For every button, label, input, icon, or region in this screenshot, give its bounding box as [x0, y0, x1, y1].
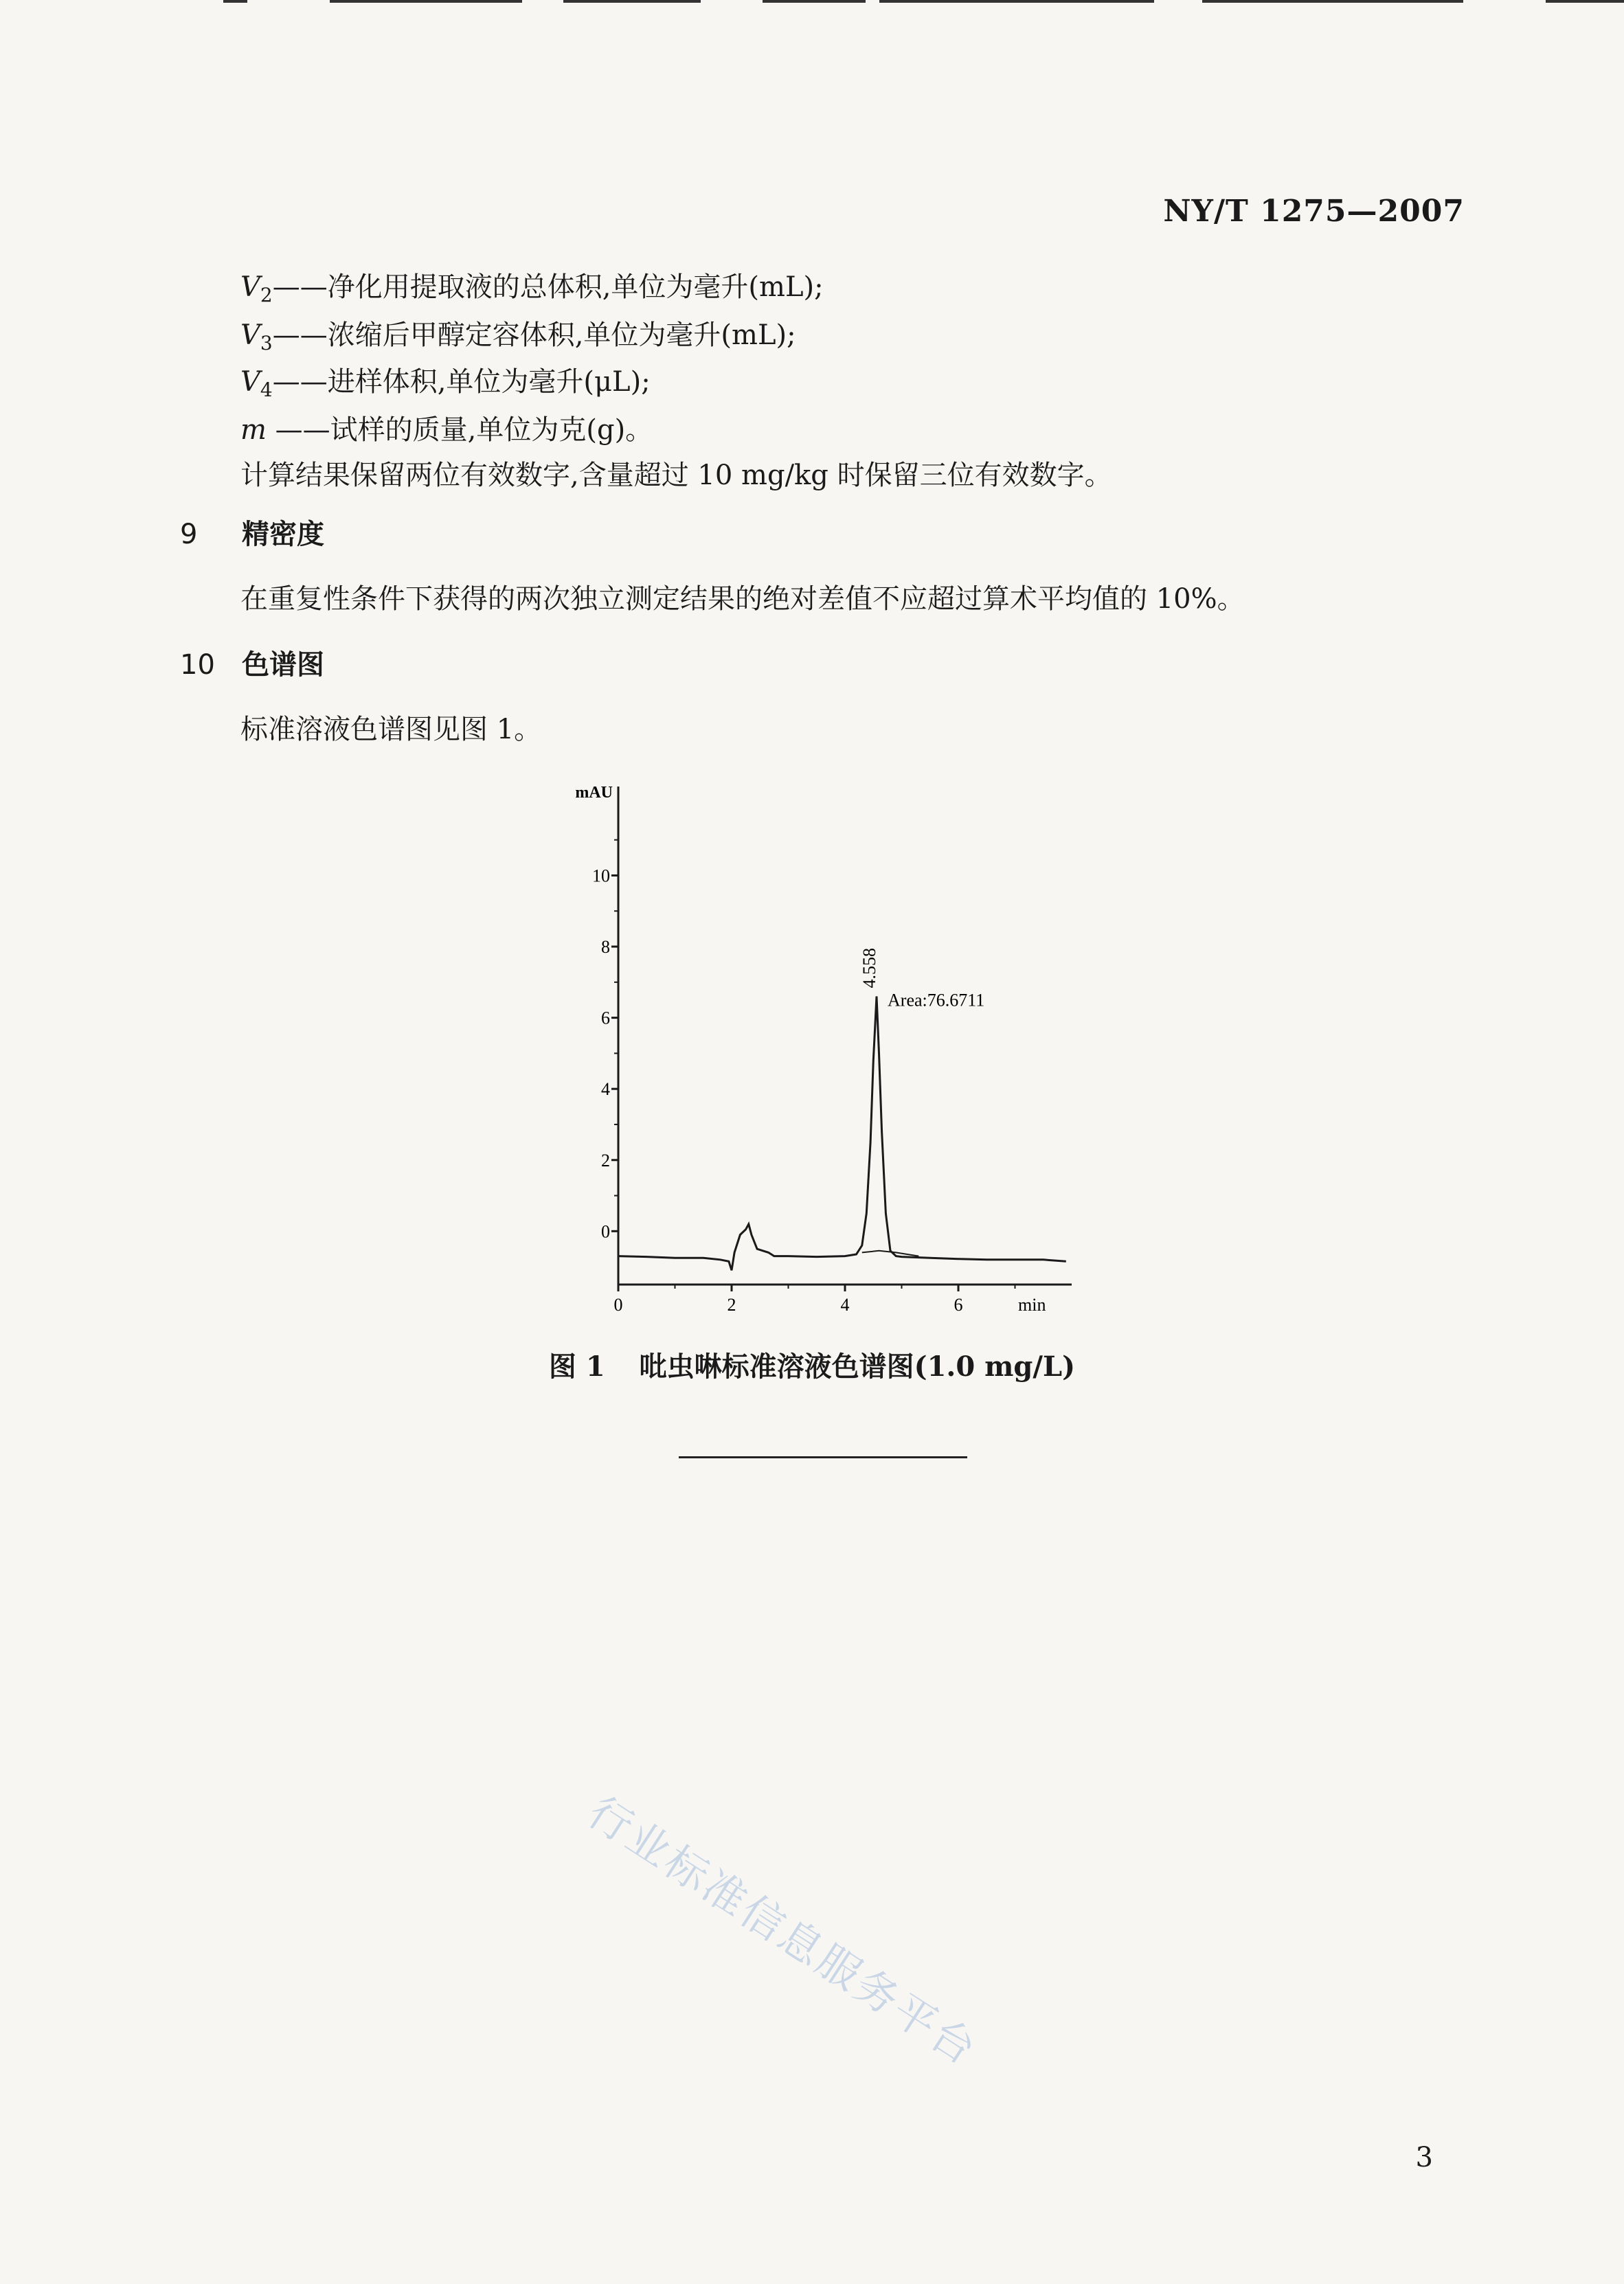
definition-symbol: V	[240, 366, 260, 398]
peak-area-label: Area:76.6711	[888, 990, 985, 1010]
section-number: 9	[180, 519, 198, 550]
x-axis-label: min	[1018, 1295, 1046, 1315]
figure-label: 图 1	[548, 1350, 605, 1383]
scan-edge-line	[763, 0, 866, 3]
watermark: 行业标准信息服务平台	[579, 1786, 987, 2076]
y-tick-label: 10	[592, 866, 610, 886]
scan-edge-line	[330, 0, 522, 3]
definition-symbol: V	[240, 319, 260, 351]
chromatogram-chart	[550, 773, 1099, 1322]
x-tick-label: 0	[613, 1295, 623, 1315]
chart-lines	[618, 997, 1066, 1271]
scan-edge-line	[879, 0, 1154, 3]
section-10-body: 标准溶液色谱图见图 1。	[240, 714, 542, 745]
y-tick-label: 2	[601, 1150, 610, 1171]
definition-text: ——进样体积,单位为毫升(μL);	[272, 366, 651, 398]
y-tick-label: 0	[601, 1221, 610, 1242]
definition-text: ——净化用提取液的总体积,单位为毫升(mL);	[272, 271, 824, 303]
scan-edge-line	[223, 0, 247, 3]
baseline-trace	[862, 1251, 919, 1256]
x-tick-label: 2	[727, 1295, 736, 1315]
y-tick-label: 8	[601, 937, 610, 958]
standard-code: NY/T 1275—2007	[1163, 194, 1465, 229]
definition-symbol: m	[240, 414, 267, 446]
definition-v2	[240, 267, 824, 316]
y-tick-label: 4	[601, 1079, 610, 1100]
y-ticks	[592, 840, 618, 1242]
scan-edge-line	[1202, 0, 1463, 3]
definition-text: ——试样的质量,单位为克(g)。	[266, 414, 653, 446]
definition-subscript: 3	[260, 332, 273, 354]
y-tick-label: 6	[601, 1008, 610, 1028]
section-title: 色谱图	[242, 648, 324, 681]
definition-subscript: 4	[260, 378, 273, 401]
section-title: 精密度	[242, 518, 324, 550]
definition-text: ——浓缩后甲醇定容体积,单位为毫升(mL);	[272, 319, 796, 351]
section-9-heading	[180, 514, 324, 555]
definition-v3	[240, 315, 796, 364]
scan-edge-line	[1546, 0, 1624, 3]
figure-title: 吡虫啉标准溶液色谱图(1.0 mg/L)	[639, 1350, 1076, 1383]
end-rule	[679, 1456, 967, 1458]
definition-symbol: V	[240, 271, 260, 303]
figure-caption	[0, 1345, 1624, 1384]
chart-axes	[618, 787, 1072, 1285]
signal-trace	[618, 997, 1066, 1271]
x-ticks	[614, 1285, 1015, 1315]
x-tick-label: 4	[840, 1295, 850, 1315]
scan-edge-line	[563, 0, 701, 3]
section-10-heading	[180, 644, 324, 686]
page-number: 3	[1415, 2142, 1433, 2173]
definition-subscript: 2	[260, 284, 273, 306]
x-tick-label: 6	[954, 1295, 963, 1315]
y-axis-label: mAU	[575, 784, 613, 802]
definition-m	[240, 409, 653, 451]
definition-v4	[240, 361, 651, 411]
result-note: 计算结果保留两位有效数字,含量超过 10 mg/kg 时保留三位有效数字。	[240, 460, 1112, 491]
peak-retention-label: 4.558	[859, 948, 880, 988]
section-9-body: 在重复性条件下获得的两次独立测定结果的绝对差值不应超过算术平均值的 10%。	[240, 583, 1245, 615]
section-number: 10	[180, 649, 215, 681]
